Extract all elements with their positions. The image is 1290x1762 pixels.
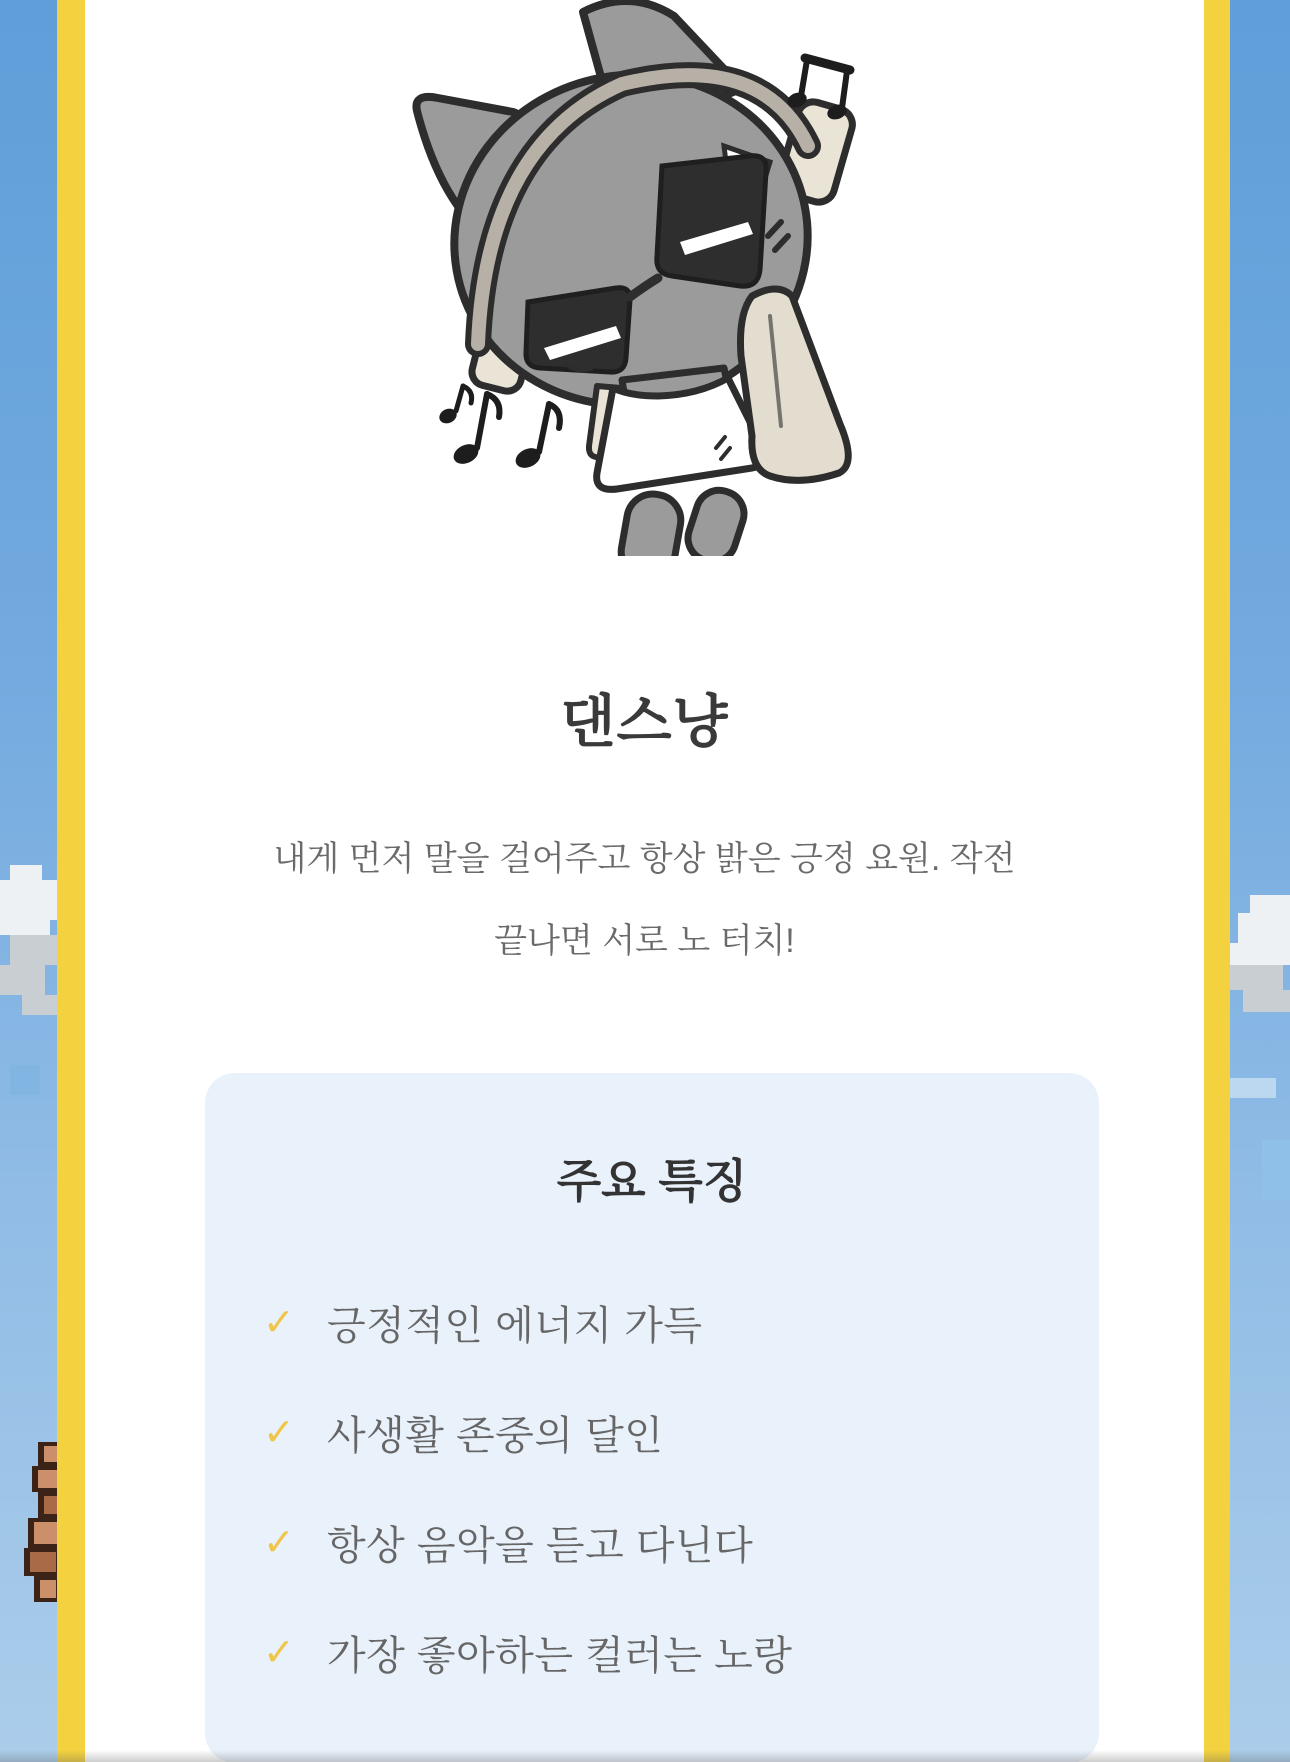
feature-label: 긍정적인 에너지 가득 [327, 1303, 703, 1348]
description-line-2: 끝나면 서로 노 터치! [494, 922, 795, 960]
features-card [205, 1073, 1099, 1762]
pixel-block-right [1230, 1078, 1276, 1098]
features-list [205, 1291, 1099, 1683]
character-description [85, 818, 1204, 982]
cat-leg-left [617, 490, 685, 556]
pixel-block-right-2 [1262, 1140, 1290, 1200]
feature-item [263, 1511, 1099, 1573]
music-note-icon-2 [512, 404, 559, 472]
check-icon: ✓ [263, 1631, 295, 1674]
check-icon: ✓ [263, 1521, 295, 1564]
character-name: 댄스냥 [560, 690, 729, 754]
features-title: 주요 특징 [556, 1155, 748, 1207]
pixel-critter-sprite [24, 1442, 60, 1602]
feature-item [263, 1621, 1099, 1683]
feature-label: 가장 좋아하는 컬러는 노랑 [327, 1633, 793, 1678]
check-icon: ✓ [263, 1411, 295, 1454]
bottom-edge-shadow [0, 1750, 1290, 1762]
music-note-icon [437, 386, 500, 468]
shoulder-towel [740, 289, 848, 480]
description-line-1: 내게 먼저 말을 걸어주고 항상 밝은 긍정 요원. 작전 [273, 840, 1016, 878]
check-icon: ✓ [263, 1301, 295, 1344]
headphone-cat-illustration [300, 0, 860, 556]
feature-label: 항상 음악을 듣고 다닌다 [327, 1523, 754, 1568]
cat-leg-right [682, 484, 750, 556]
feature-label: 사생활 존중의 달인 [327, 1413, 664, 1458]
feature-item [263, 1291, 1099, 1353]
frame-border-left [57, 0, 85, 1762]
pixel-cloud-left [0, 860, 60, 1020]
feature-item [263, 1401, 1099, 1463]
pixel-cloud-right [1228, 895, 1290, 1017]
frame-border-right [1204, 0, 1230, 1762]
apron-dress [597, 378, 765, 489]
sunglasses-right-lens [657, 156, 766, 286]
pixel-block-left [10, 1065, 40, 1095]
